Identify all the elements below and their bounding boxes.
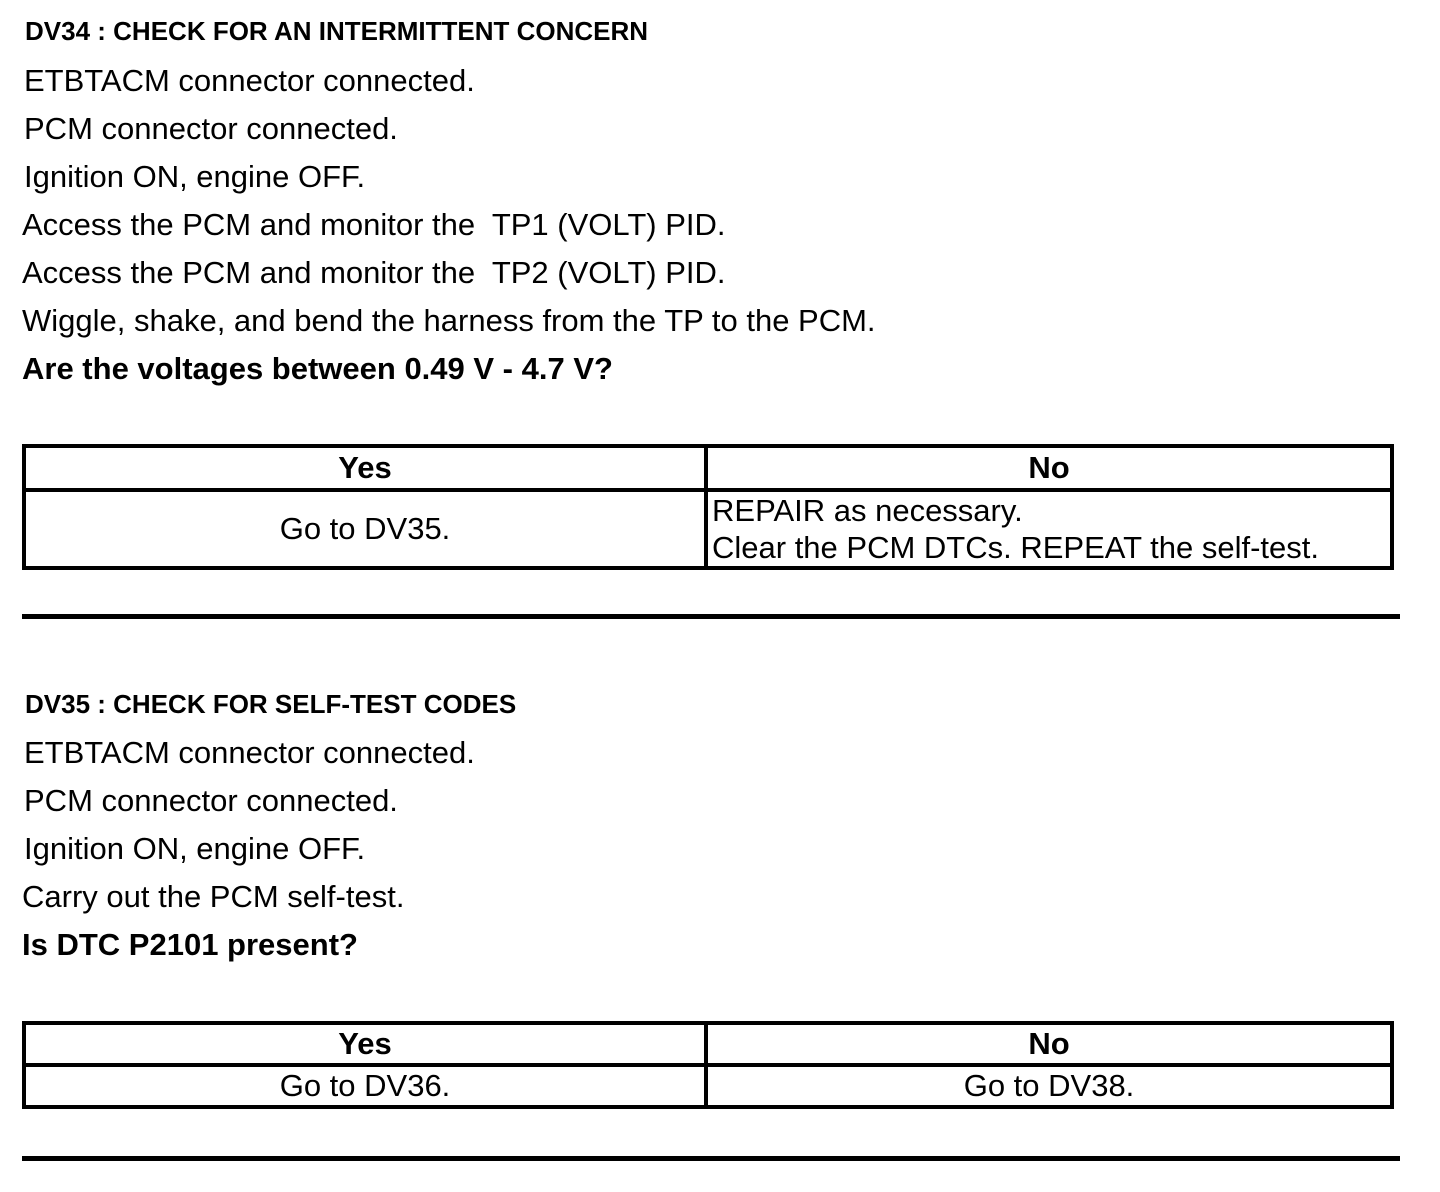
yes-action: Go to DV36.: [24, 1065, 706, 1107]
dv34-step-1: ETBTACM connector connected.: [24, 63, 475, 98]
dv34-decision-table: [22, 444, 1394, 570]
dv35-decision-table: [22, 1021, 1394, 1109]
no-action-line-2: Clear the PCM DTCs. REPEAT the self-test.: [712, 530, 1319, 565]
dv35-step-2: PCM connector connected.: [24, 783, 398, 818]
no-action: [706, 490, 1392, 568]
dv35-step-1: ETBTACM connector connected.: [24, 735, 475, 770]
section-divider: [22, 1156, 1400, 1161]
no-header: No: [706, 446, 1392, 490]
dv34-step-3: Ignition ON, engine OFF.: [24, 159, 366, 194]
no-header: No: [706, 1023, 1392, 1065]
table-header-row: [24, 1023, 1392, 1065]
yes-action: Go to DV35.: [24, 490, 706, 568]
dv34-step-5: Access the PCM and monitor the TP2 (VOLT) PID.: [22, 255, 726, 290]
table-row: [24, 1065, 1392, 1107]
dv35-step-3: Ignition ON, engine OFF.: [24, 831, 366, 866]
no-action: Go to DV38.: [706, 1065, 1392, 1107]
dv34-step-2: PCM connector connected.: [24, 111, 398, 146]
table-header-row: [24, 446, 1392, 490]
dv34-step-6: Wiggle, shake, and bend the harness from the TP to the PCM.: [22, 303, 876, 338]
yes-header: Yes: [24, 1023, 706, 1065]
dv34-question: Are the voltages between 0.49 V - 4.7 V?: [22, 351, 613, 386]
yes-header: Yes: [24, 446, 706, 490]
dv34-step-4: Access the PCM and monitor the TP1 (VOLT) PID.: [22, 207, 726, 242]
table-row: [24, 490, 1392, 568]
dv35-step-4: Carry out the PCM self-test.: [22, 879, 405, 914]
dv35-question: Is DTC P2101 present?: [22, 927, 358, 962]
section-divider: [22, 614, 1400, 619]
section-dv34-title: DV34 : CHECK FOR AN INTERMITTENT CONCERN: [25, 16, 649, 46]
section-dv35-title: DV35 : CHECK FOR SELF-TEST CODES: [25, 689, 517, 719]
no-action-line-1: REPAIR as necessary.: [712, 493, 1023, 528]
